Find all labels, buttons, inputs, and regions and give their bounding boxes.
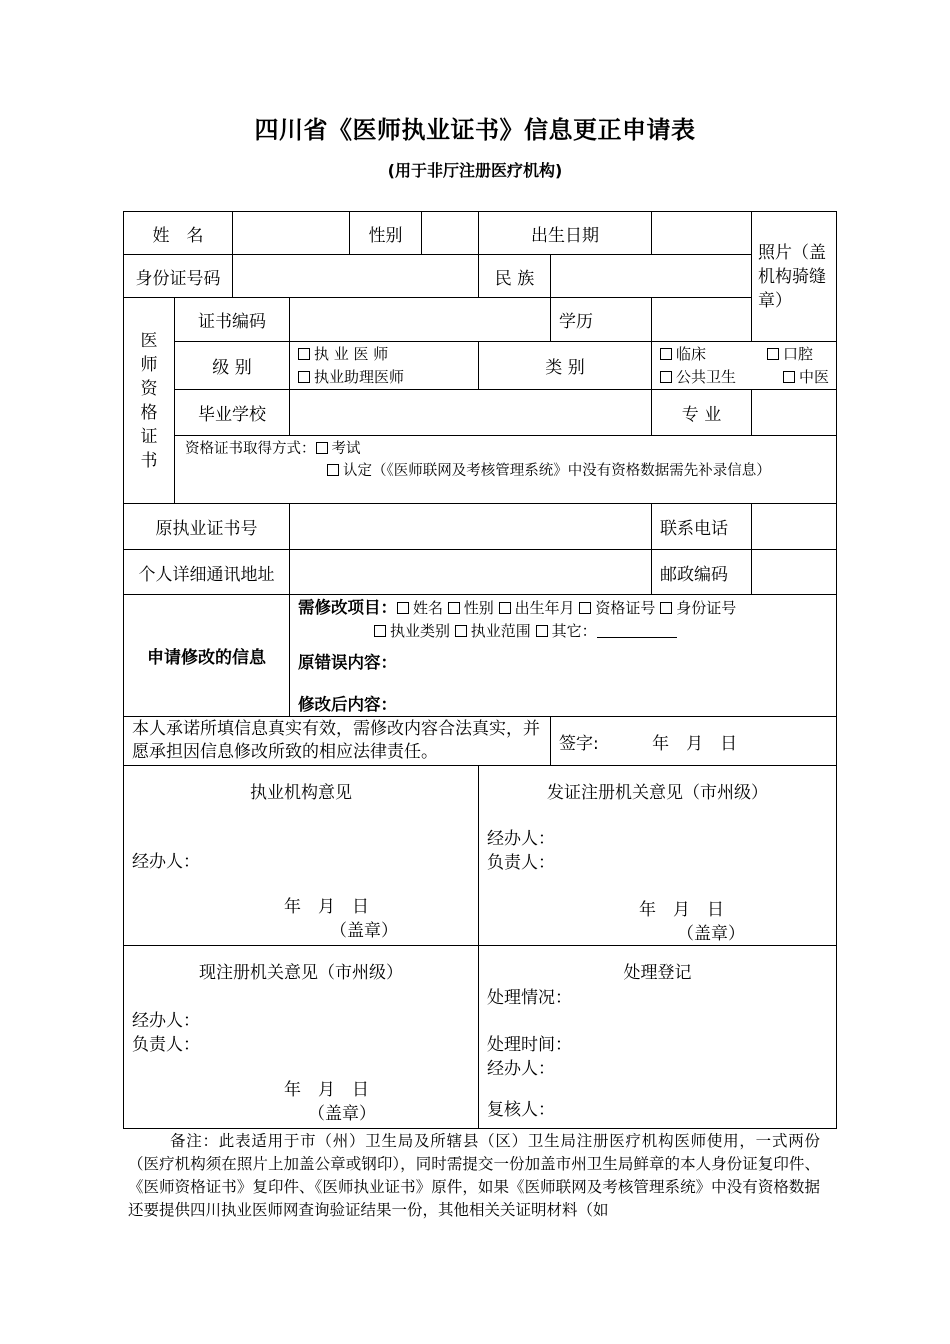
school-label: 毕业学校 (175, 390, 290, 436)
level-physician-checkbox[interactable] (298, 348, 310, 360)
id-field[interactable] (233, 255, 479, 298)
obtain-method: 资格证书取得方式： 考试 认定（《医师联网及考核管理系统》中没有资格数据需先补录信息） (175, 436, 837, 504)
process-handler-label: 经办人： (487, 1059, 555, 1079)
postcode-label: 邮政编码 (652, 550, 752, 595)
category-dental-checkbox[interactable] (767, 348, 779, 360)
birth-label: 出生日期 (479, 212, 652, 255)
modify-birth-checkbox[interactable] (499, 602, 511, 614)
process-reg-title: 处理登记 (623, 963, 692, 983)
edu-label: 学历 (551, 298, 652, 342)
level-options: 执 业 医 师 执业助理医师 (290, 342, 479, 390)
ethnic-label: 民 族 (479, 255, 551, 298)
modify-name-checkbox[interactable] (397, 602, 409, 614)
issuer-handler-label: 经办人： (487, 829, 555, 849)
promise-text: 本人承诺所填信息真实有效，需修改内容合法真实，并愿承担因信息修改所致的相应法律责任。 (124, 717, 551, 766)
current-seal-label: （盖章） (308, 1104, 376, 1124)
orig-error-label: 原错误内容： (298, 653, 397, 672)
issuer-date: 年 月 日 (639, 900, 724, 920)
issuer-leader-label: 负责人： (487, 853, 555, 873)
category-clinical-checkbox[interactable] (660, 348, 672, 360)
modify-other-checkbox[interactable] (536, 625, 548, 637)
institution-opinion-cell[interactable] (124, 766, 479, 946)
sign-date: 年 月 日 (652, 733, 738, 754)
remark-note: 备注：此表适用于市（州）卫生局及所辖县（区）卫生局注册医疗机构医师使用，一式两份（医疗机构须在照片上加盖公章或钢印），同时需提交一份加盖市州卫生局鲜章的本人身份证复印件、《医师资格证书》复印件、《医师执业证书》原件，如果《医师联网及考核管理系统》中没有资格数据还要提供四川执业医师网查询验证结果一份，其他相关关证明材料（如 (128, 1132, 820, 1219)
sign-cell[interactable] (551, 717, 837, 766)
obtain-exam-checkbox[interactable] (316, 442, 328, 454)
other-blank-line[interactable] (597, 623, 677, 638)
modify-info-label: 申请修改的信息 (124, 595, 290, 717)
category-label: 类 别 (479, 342, 652, 390)
cert-no-field[interactable] (290, 298, 551, 342)
category-tcm-checkbox[interactable] (783, 371, 795, 383)
category-public-health-checkbox[interactable] (660, 371, 672, 383)
major-label: 专 业 (652, 390, 752, 436)
gender-field[interactable] (422, 212, 479, 255)
process-time-label: 处理时间： (487, 1035, 572, 1055)
reviewer-label: 复核人： (487, 1100, 555, 1120)
process-status-label: 处理情况： (487, 988, 572, 1008)
id-label: 身份证号码 (124, 255, 233, 298)
issuer-opinion-title: 发证注册机关意见（市州级） (547, 783, 768, 803)
postcode-field[interactable] (752, 550, 837, 595)
ethnic-field[interactable] (551, 255, 752, 298)
current-leader-label: 负责人： (132, 1035, 200, 1055)
modify-cert-no-checkbox[interactable] (579, 602, 591, 614)
process-reg-cell[interactable] (479, 946, 837, 1129)
issuer-opinion-cell[interactable] (479, 766, 837, 946)
after-modify-label: 修改后内容： (298, 695, 397, 714)
institution-handler-label: 经办人： (132, 852, 200, 872)
gender-label: 性别 (350, 212, 422, 255)
institution-date: 年 月 日 (284, 897, 369, 917)
cert-no-label: 证书编码 (175, 298, 290, 342)
address-field[interactable] (290, 550, 652, 595)
level-label: 级 别 (175, 342, 290, 390)
obtain-certify-checkbox[interactable] (327, 464, 339, 476)
orig-cert-label: 原执业证书号 (124, 504, 290, 550)
modify-practice-category-checkbox[interactable] (374, 625, 386, 637)
name-label: 姓 名 (124, 212, 233, 255)
form-title: 四川省《医师执业证书》信息更正申请表 (254, 116, 696, 144)
modify-id-checkbox[interactable] (660, 602, 672, 614)
institution-seal-label: （盖章） (330, 921, 398, 941)
birth-field[interactable] (652, 212, 752, 255)
category-options: 临床 口腔 公共卫生 中医 (652, 342, 837, 390)
issuer-seal-label: （盖章） (677, 924, 745, 944)
phone-field[interactable] (752, 504, 837, 550)
modify-gender-checkbox[interactable] (448, 602, 460, 614)
form-subtitle: (用于非厅注册医疗机构) (387, 161, 563, 180)
application-form-table (123, 211, 837, 1129)
orig-cert-field[interactable] (290, 504, 652, 550)
phone-label: 联系电话 (652, 504, 752, 550)
level-assistant-checkbox[interactable] (298, 371, 310, 383)
sign-label: 签字: (559, 733, 599, 754)
current-handler-label: 经办人： (132, 1011, 200, 1031)
modify-practice-scope-checkbox[interactable] (455, 625, 467, 637)
name-field[interactable] (233, 212, 350, 255)
modify-info-area: 需修改项目： 姓名 性别 出生年月 资格证号 身份证号 执业类别 执业范围 其它： 原错误内容： 修改后内容： (290, 595, 837, 717)
cert-section-label: 医 师 资 格 证 书 (124, 298, 175, 504)
edu-field[interactable] (652, 298, 752, 342)
current-opinion-title: 现注册机关意见（市州级） (199, 963, 403, 983)
major-field[interactable] (752, 390, 837, 436)
current-opinion-cell[interactable] (124, 946, 479, 1129)
current-date: 年 月 日 (284, 1080, 369, 1100)
address-label: 个人详细通讯地址 (124, 550, 290, 595)
school-field[interactable] (290, 390, 652, 436)
institution-opinion-title: 执业机构意见 (250, 783, 352, 803)
photo-cell: 照片（盖机构骑缝章） (752, 212, 837, 342)
